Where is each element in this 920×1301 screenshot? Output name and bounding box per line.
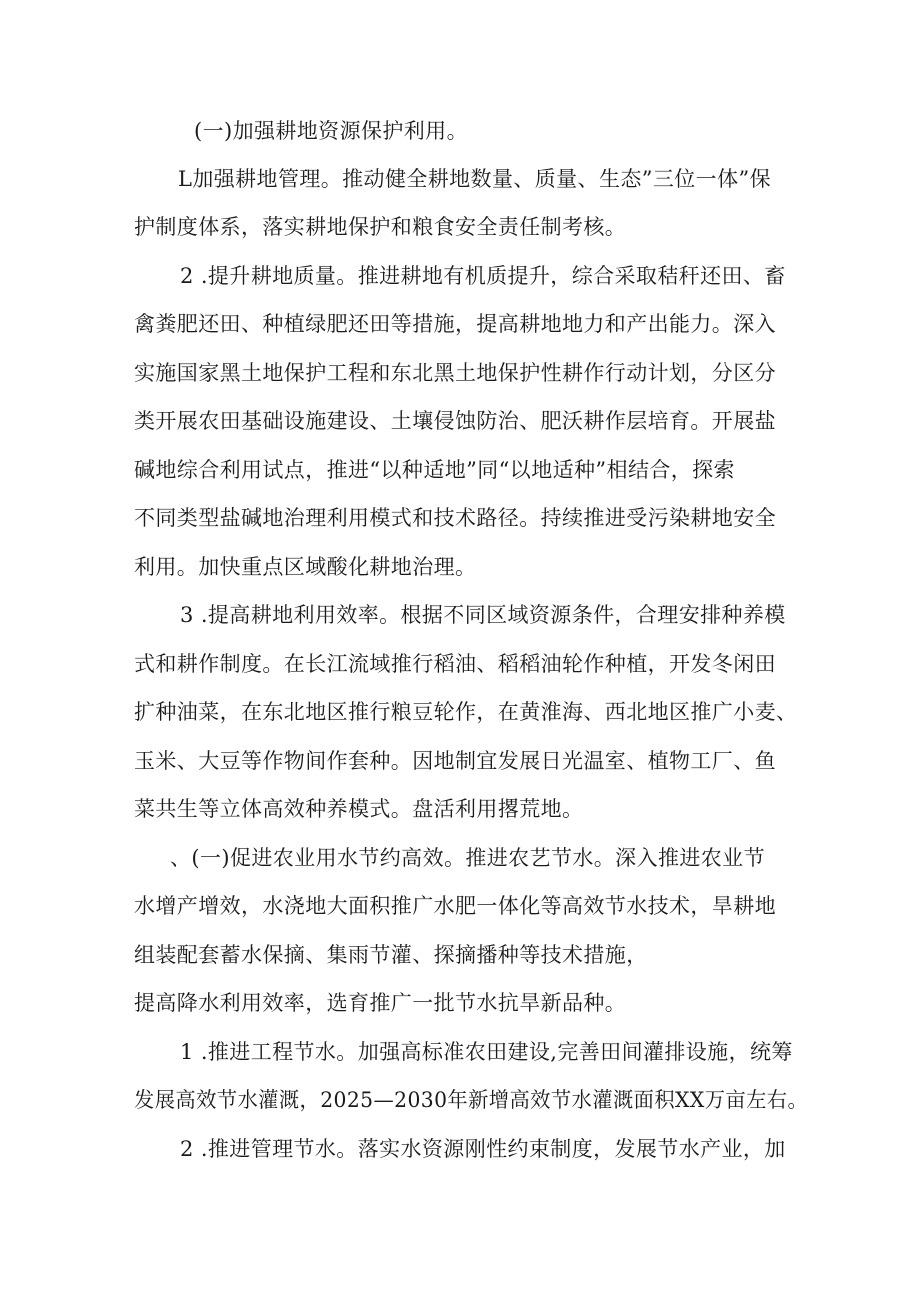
paragraph-line: 菜共生等立体高效种养模式。盘活利用撂荒地。: [134, 797, 584, 821]
section-heading-farmland: (一)加强耕地资源保护利用。: [194, 119, 468, 143]
paragraph-line: 护制度体系，落实耕地保护和粮食安全责任制考核。: [134, 215, 627, 239]
paragraph-line: 提高降水利用效率，选育推广一批节水抗旱新品种。: [134, 991, 627, 1015]
paragraph-line: 类开展农田基础设施建设、土壤侵蚀防治、肥沃耕作层培育。开展盐: [134, 409, 776, 433]
paragraph-line: 不同类型盐碱地治理利用模式和技术路径。持续推进受污染耕地安全: [134, 506, 776, 530]
paragraph-line: 禽粪肥还田、种植绿肥还田等措施，提高耕地地力和产出能力。深入: [134, 312, 776, 336]
paragraph-line: 利用。加快重点区域酸化耕地治理。: [134, 555, 477, 579]
paragraph-line: 实施国家黑土地保护工程和东北黑土地保护性耕作行动计划，分区分: [134, 361, 776, 385]
paragraph-line: 碱地综合利用试点，推进“以种适地”同“以地适种”相结合，探索: [134, 458, 735, 482]
paragraph-line: 发展高效节水灌溉，2025—2030年新增高效节水灌溉面积XX万亩左右。: [134, 1088, 809, 1112]
paragraph-line: 玉米、大豆等作物间作套种。因地制宜发展日光温室、植物工厂、鱼: [134, 749, 776, 773]
paragraph-line: 水增产增效，水浇地大面积推广水肥一体化等高效节水技术，旱耕地: [134, 894, 776, 918]
paragraph-line: 2 .提升耕地质量。推进耕地有机质提升，综合采取秸秆还田、畜: [180, 264, 786, 288]
section-heading-water: 、(一)促进农业用水节约高效。推进农艺节水。深入推进农业节: [170, 846, 765, 870]
paragraph-line: 2 .推进管理节水。落实水资源刚性约束制度，发展节水产业，加: [180, 1137, 786, 1161]
paragraph-line: 式和耕作制度。在长江流域推行稻油、稻稻油轮作种植，开发冬闲田: [134, 652, 776, 676]
paragraph-line: 1 .推进工程节水。加强高标准农田建设,完善田间灌排设施，统筹: [180, 1040, 793, 1064]
paragraph-line: L加强耕地管理。推动健全耕地数量、质量、生态”三位一体”保: [178, 167, 772, 191]
paragraph-line: 组装配套蓄水保摘、集雨节灌、探摘播种等技术措施，: [134, 943, 648, 967]
paragraph-line: 扩种油菜，在东北地区推行粮豆轮作，在黄淮海、西北地区推广小麦、: [134, 700, 798, 724]
paragraph-line: 3 .提高耕地利用效率。根据不同区域资源条件，合理安排种养模: [180, 603, 786, 627]
